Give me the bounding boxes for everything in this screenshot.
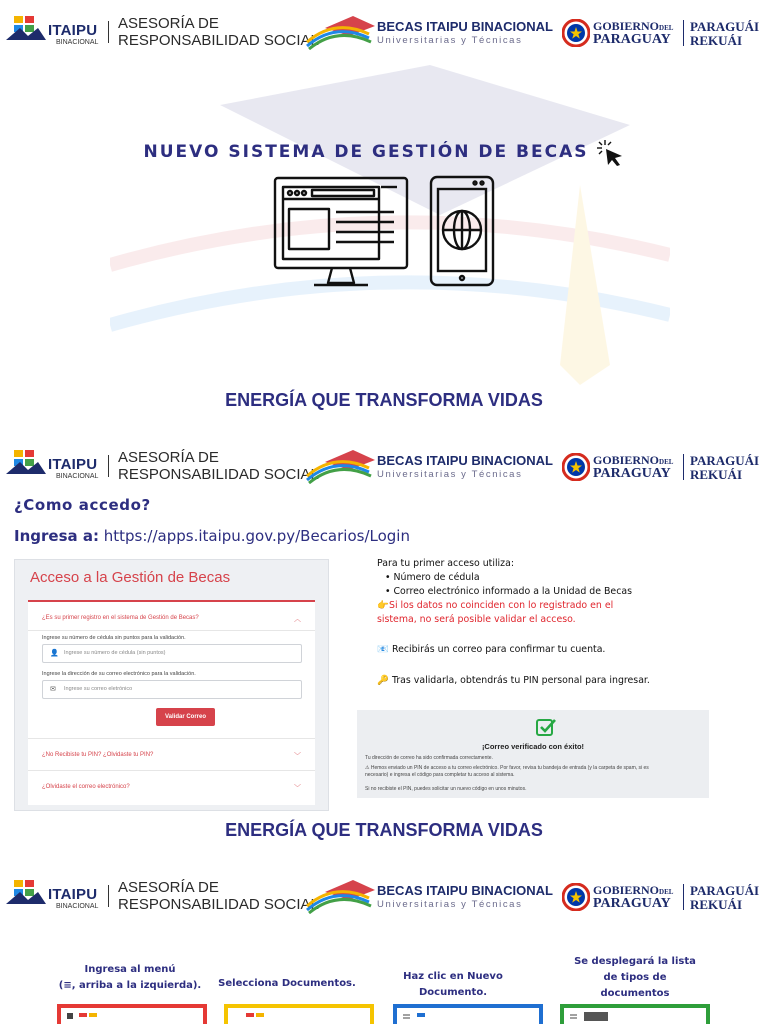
step-2-caption: Selecciona Documentos.	[218, 978, 356, 989]
user-icon: 👤	[50, 649, 59, 657]
verified-line-3: necesario) e ingresa el código para completar tu acceso al sistema.	[365, 772, 515, 778]
section1-title: NUEVO SISTEMA DE GESTIÓN DE BECAS	[143, 142, 589, 162]
menu-icon	[65, 1011, 105, 1023]
step-3-screenshot	[393, 1004, 543, 1024]
first-register-toggle[interactable]	[28, 615, 315, 621]
smartphone-globe-icon	[428, 175, 496, 287]
rekuai-text: REKUÁI	[690, 467, 743, 482]
step-1-caption: Ingresa al menú (≡, arriba a la izquierda).	[58, 964, 202, 991]
email-hint: Ingrese la dirección de su correo electrónico para la validación.	[42, 671, 196, 677]
step-3-caption: Haz clic en Nuevo Documento.	[403, 971, 503, 998]
envelope-icon: ✉	[50, 685, 56, 693]
becas-subtitle: Universitarias y Técnicas	[377, 899, 523, 910]
chevron-up-icon: ︿	[294, 616, 301, 623]
itaipu-name: ITAIPU	[48, 22, 98, 39]
asesoria-line-2: RESPONSABILIDAD SOCIAL	[118, 896, 319, 913]
header-band-1	[0, 12, 768, 52]
verified-line-1: Tu dirección de correo ha sido confirmada correctamente.	[365, 755, 493, 761]
menu-icon	[568, 1011, 608, 1023]
menu-icon	[401, 1011, 441, 1023]
cedula-hint: Ingrese su número de cédula sin puntos para la validación.	[42, 635, 186, 641]
step-4-caption: Se desplegará la lista de tipos de documentos	[574, 956, 696, 999]
asesoria-line-1: ASESORÍA DE	[118, 879, 219, 896]
becas-title: BECAS ITAIPU BINACIONAL	[377, 883, 553, 898]
gobierno-line-1: GOBIERNODEL	[593, 19, 674, 33]
gobierno-line-1: GOBIERNODEL	[593, 453, 674, 467]
tagline-2: ENERGÍA QUE TRANSFORMA VIDAS	[225, 820, 543, 840]
email-verified-card	[357, 710, 709, 798]
itaipu-mark-icon	[6, 878, 46, 906]
step-2-screenshot	[224, 1004, 374, 1024]
itaipu-logo	[6, 12, 104, 52]
asesoria-line-2: RESPONSABILIDAD SOCIAL	[118, 32, 319, 49]
verified-line-2: ⚠ Hemos enviado un PIN de acceso a tu correo electrónico. Por favor, revisa tu bandeja de entrada (y la carpeta de spam, si es	[365, 765, 649, 771]
becas-subtitle: Universitarias y Técnicas	[377, 35, 523, 46]
warning-icon: ⚠	[365, 765, 371, 771]
step-1-screenshot	[57, 1004, 207, 1024]
paraguay-seal-icon	[562, 19, 590, 47]
forgot-email-toggle[interactable]	[28, 784, 315, 790]
como-accedo-heading: ¿Como accedo?	[14, 496, 151, 514]
info-pin-note: 🔑 Tras validarla, obtendrás tu PIN personal para ingresar.	[377, 675, 650, 686]
asesoria-text	[118, 15, 319, 49]
desktop-monitor-icon	[272, 175, 410, 289]
paraguai-text: PARAGUÁI	[690, 453, 760, 468]
tagline-1: ENERGÍA QUE TRANSFORMA VIDAS	[225, 390, 543, 410]
login-title: Acceso a la Gestión de Becas	[30, 569, 231, 586]
itaipu-logo	[6, 876, 104, 916]
menu-icon	[232, 1011, 272, 1023]
info-warning-2: sistema, no será posible validar el acceso.	[377, 614, 576, 625]
no-pin-label: ¿No Recibiste tu PIN? ¿Olvidaste tu PIN?	[42, 752, 154, 758]
accordion-divider	[28, 738, 315, 739]
asesoria-line-1: ASESORÍA DE	[118, 15, 219, 32]
header-band-3	[0, 876, 768, 916]
asesoria-line-2: RESPONSABILIDAD SOCIAL	[118, 466, 319, 483]
asesoria-text	[118, 449, 319, 483]
paraguai-text: PARAGUÁI	[690, 883, 760, 898]
itaipu-mark-icon	[6, 448, 46, 476]
becas-graduation-logo-icon	[305, 876, 375, 914]
header-divider	[108, 885, 109, 907]
first-register-label: ¿Es su primer registro en el sistema de Gestión de Becas?	[42, 615, 199, 621]
email-placeholder: Ingrese su correo eletrónico	[64, 686, 133, 692]
accordion-divider	[28, 630, 315, 631]
check-box-icon	[536, 718, 556, 736]
itaipu-logo	[6, 446, 104, 486]
becas-graduation-logo-icon	[305, 446, 375, 484]
itaipu-mark-icon	[6, 14, 46, 42]
login-accordion	[28, 600, 315, 805]
header-divider	[108, 21, 109, 43]
paraguay-seal-icon	[562, 883, 590, 911]
gobierno-line-2: PARAGUAY	[593, 466, 671, 481]
paraguai-text: PARAGUÁI	[690, 19, 760, 34]
info-item-1: • Número de cédula	[385, 572, 480, 583]
asesoria-text	[118, 879, 319, 913]
forgot-email-label: ¿Olvidaste el correo electrónico?	[42, 784, 130, 790]
header-band-2	[0, 446, 768, 486]
info-warning-1: 👉Si los datos no coinciden con lo registrado en el	[377, 600, 614, 611]
itaipu-sub: BINACIONAL	[56, 39, 99, 46]
itaipu-name: ITAIPU	[48, 456, 98, 473]
header-divider	[108, 455, 109, 477]
becas-graduation-logo-icon	[305, 12, 375, 50]
ingresa-line: Ingresa a: https://apps.itaipu.gov.py/Becarios/Login	[14, 527, 410, 545]
cedula-placeholder: Ingrese su número de cédula (sin puntos)	[64, 650, 166, 656]
becas-title: BECAS ITAIPU BINACIONAL	[377, 453, 553, 468]
accordion-divider	[28, 770, 315, 771]
validar-correo-button[interactable]: Validar Correo	[156, 708, 215, 726]
asesoria-line-1: ASESORÍA DE	[118, 449, 219, 466]
chevron-down-icon: ﹀	[294, 753, 301, 760]
becas-subtitle: Universitarias y Técnicas	[377, 469, 523, 480]
itaipu-sub: BINACIONAL	[56, 473, 99, 480]
email-input[interactable]	[42, 680, 302, 699]
gobierno-divider	[683, 454, 684, 480]
itaipu-name: ITAIPU	[48, 886, 98, 903]
itaipu-sub: BINACIONAL	[56, 903, 99, 910]
info-mail-note: 📧 Recibirás un correo para confirmar tu cuenta.	[377, 644, 606, 655]
rekuai-text: REKUÁI	[690, 33, 743, 48]
rekuai-text: REKUÁI	[690, 897, 743, 912]
login-screenshot-card	[14, 559, 329, 811]
gobierno-line-2: PARAGUAY	[593, 896, 671, 911]
info-intro: Para tu primer acceso utiliza:	[377, 558, 514, 569]
pointing-hand-icon: 👉	[377, 600, 389, 611]
step-4-screenshot	[560, 1004, 710, 1024]
mail-icon: 📧	[377, 644, 389, 655]
chevron-down-icon: ﹀	[294, 785, 301, 792]
no-pin-toggle[interactable]	[28, 752, 315, 758]
login-url-link[interactable]: https://apps.itaipu.gov.py/Becarios/Login	[103, 527, 410, 545]
key-icon: 🔑	[377, 675, 389, 686]
cedula-input[interactable]	[42, 644, 302, 663]
info-item-2: • Correo electrónico informado a la Unidad de Becas	[385, 586, 632, 597]
verified-title: ¡Correo verificado con éxito!	[481, 742, 585, 751]
verified-line-4: Si no recibiste el PIN, puedes solicitar un nuevo código en unos minutos.	[365, 786, 527, 792]
ingresa-label: Ingresa a	[14, 527, 93, 545]
gobierno-divider	[683, 20, 684, 46]
gobierno-line-2: PARAGUAY	[593, 32, 671, 47]
gobierno-line-1: GOBIERNODEL	[593, 883, 674, 897]
paraguay-seal-icon	[562, 453, 590, 481]
becas-title: BECAS ITAIPU BINACIONAL	[377, 19, 553, 34]
cursor-click-icon	[596, 139, 626, 167]
gobierno-divider	[683, 884, 684, 910]
